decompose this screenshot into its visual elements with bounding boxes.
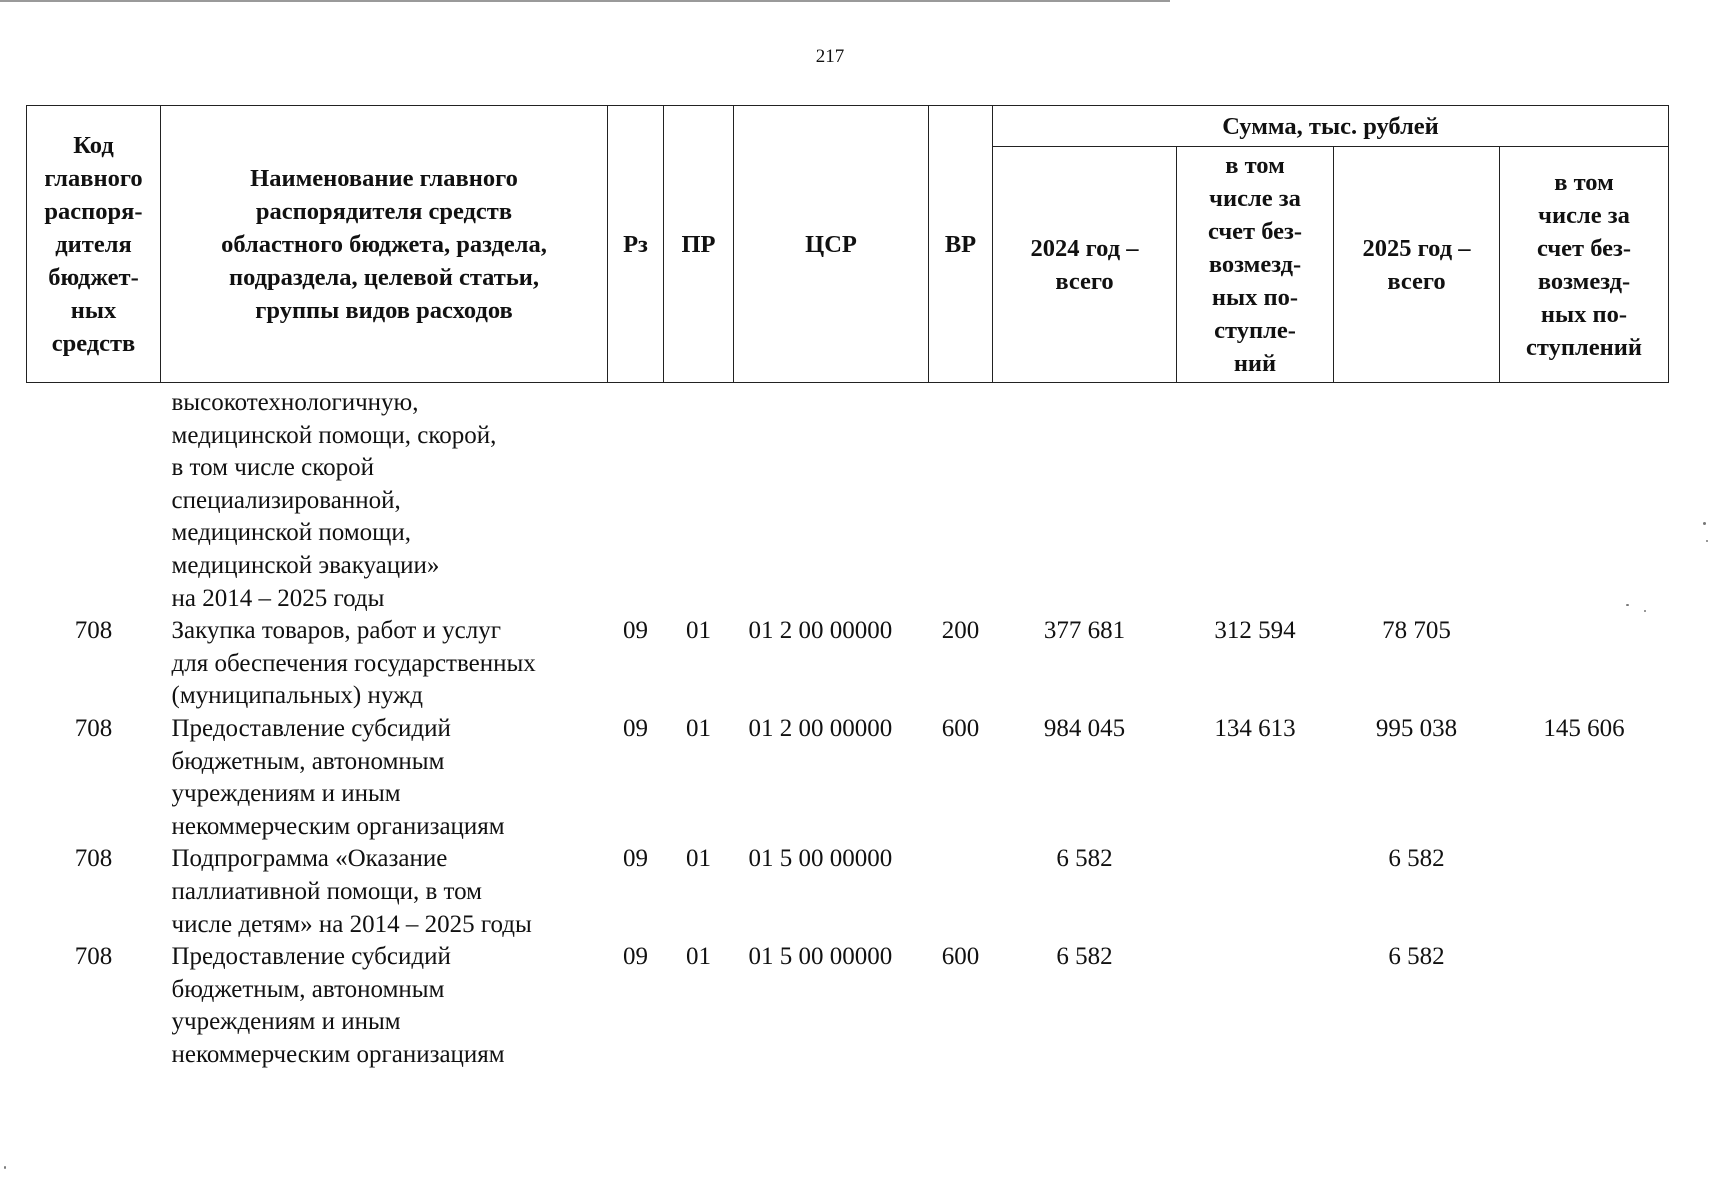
cell-name <box>161 713 608 843</box>
cell-rz <box>608 383 664 616</box>
budget-table <box>26 105 1669 1071</box>
header-line: в том <box>1225 152 1285 179</box>
cell-2024-total: 984 045 <box>1043 714 1126 742</box>
header-line: ступле- <box>1214 317 1296 344</box>
cell-csr: 01 5 00 00000 <box>748 845 893 873</box>
header-line: бюджет- <box>48 263 139 291</box>
scan-speck <box>1626 604 1629 606</box>
page-number: 217 <box>815 46 845 67</box>
name-line: Закупка товаров, работ и услуг <box>171 617 501 645</box>
cell-2024-total: 6 582 <box>1056 845 1113 873</box>
cell-2024-free: 312 594 <box>1214 617 1296 645</box>
table-row <box>27 843 1669 941</box>
cell-rz: 09 <box>623 617 648 645</box>
header-line: ний <box>1233 350 1277 377</box>
header-vr: ВР <box>929 106 993 383</box>
header-line: главного <box>44 164 143 192</box>
top-scan-rule <box>0 0 1170 2</box>
name-line: паллиативной помощи, в том <box>171 877 482 905</box>
header-line: дителя <box>55 230 132 258</box>
cell-csr: 01 5 00 00000 <box>748 943 893 971</box>
name-line: Предоставление субсидий <box>171 714 451 742</box>
name-line: некоммерческим организациям <box>171 1040 505 1068</box>
header-line: Наименование главного <box>250 164 518 192</box>
table-body <box>27 383 1669 1072</box>
cell-2024-free: 134 613 <box>1214 714 1296 742</box>
cell-name <box>161 615 608 713</box>
cell-pr <box>664 383 734 616</box>
scan-speck <box>4 1166 6 1169</box>
table-row <box>27 383 1669 616</box>
header-line: ных по- <box>1211 284 1299 311</box>
cell-csr: 01 2 00 00000 <box>748 617 893 645</box>
cell-pr: 01 <box>686 714 711 742</box>
header-name <box>161 106 608 383</box>
cell-2025-free <box>1500 615 1669 713</box>
header-line: возмезд- <box>1208 251 1302 278</box>
cell-2025-free: 145 606 <box>1543 714 1625 742</box>
name-line: учреждениям и иным <box>171 1008 401 1036</box>
cell-code: 708 <box>74 845 113 873</box>
name-line: медицинской эвакуации» <box>171 551 440 579</box>
cell-2025-total: 78 705 <box>1382 617 1451 645</box>
cell-2025-total: 6 582 <box>1388 943 1445 971</box>
cell-name <box>161 843 608 941</box>
cell-code: 708 <box>74 617 113 645</box>
name-line: числе детям» на 2014 – 2025 годы <box>171 910 532 938</box>
name-line: Подпрограмма «Оказание <box>171 845 448 873</box>
name-line: в том числе скорой <box>171 454 374 482</box>
header-line: всего <box>1055 267 1114 295</box>
cell-rz: 09 <box>623 845 648 873</box>
table-row <box>27 941 1669 1071</box>
cell-name <box>161 941 608 1071</box>
header-line: группы видов расходов <box>255 296 513 324</box>
header-line: числе за <box>1538 201 1630 229</box>
header-csr: ЦСР <box>734 106 929 383</box>
cell-vr <box>929 843 993 941</box>
name-line: некоммерческим организациям <box>171 812 505 840</box>
header-line: числе за <box>1209 185 1301 212</box>
header-2025-total <box>1334 147 1500 383</box>
cell-rz: 09 <box>623 943 648 971</box>
table-row <box>27 713 1669 843</box>
name-line: на 2014 – 2025 годы <box>171 584 385 612</box>
header-line: распорядителя средств <box>255 197 513 225</box>
header-code <box>27 106 161 383</box>
header-line: возмезд- <box>1537 267 1631 295</box>
cell-code <box>27 383 161 616</box>
cell-code: 708 <box>74 943 113 971</box>
header-2024-free <box>1177 147 1334 383</box>
scan-speck <box>1706 540 1708 542</box>
cell-name <box>161 383 608 616</box>
name-line: для обеспечения государственных <box>171 649 536 677</box>
header-line: счет без- <box>1207 218 1303 245</box>
table-row <box>27 615 1669 713</box>
cell-2025-total: 995 038 <box>1375 714 1458 742</box>
cell-2025-free <box>1500 383 1669 616</box>
header-line: распоря- <box>44 197 143 225</box>
name-line: бюджетным, автономным <box>171 747 445 775</box>
header-rz: Рз <box>608 106 664 383</box>
name-line: высокотехнологичную, <box>171 389 419 416</box>
cell-vr: 200 <box>941 617 980 645</box>
cell-2024-free <box>1177 383 1334 616</box>
cell-2024-total: 6 582 <box>1056 943 1113 971</box>
cell-vr <box>929 383 993 616</box>
cell-2024-free <box>1177 941 1334 1071</box>
cell-code: 708 <box>74 714 113 742</box>
cell-vr: 600 <box>941 714 980 742</box>
header-line: средств <box>51 329 136 357</box>
cell-rz: 09 <box>623 714 648 742</box>
header-line: ных по- <box>1540 300 1628 328</box>
header-line: счет без- <box>1536 234 1632 262</box>
cell-pr: 01 <box>686 943 711 971</box>
header-line: в том <box>1554 168 1614 196</box>
header-line: ступлений <box>1526 333 1642 361</box>
cell-2025-free <box>1500 843 1669 941</box>
header-line: Код <box>73 131 114 159</box>
header-line: 2024 год – <box>1030 234 1139 262</box>
cell-pr: 01 <box>686 617 711 645</box>
name-line: бюджетным, автономным <box>171 975 445 1003</box>
cell-2024-total <box>993 383 1177 616</box>
header-2025-free <box>1500 147 1669 383</box>
header-line: подраздела, целевой статьи, <box>228 263 540 291</box>
name-line: специализированной, <box>171 486 401 514</box>
header-pr: ПР <box>664 106 734 383</box>
cell-csr: 01 2 00 00000 <box>748 714 893 742</box>
cell-2025-total <box>1334 383 1500 616</box>
header-sum-group: Сумма, тыс. рублей <box>993 106 1669 147</box>
cell-csr <box>734 383 929 616</box>
cell-2025-total: 6 582 <box>1388 845 1445 873</box>
scan-speck <box>1644 610 1646 612</box>
table-header <box>27 106 1669 383</box>
cell-2024-total: 377 681 <box>1043 617 1126 645</box>
name-line: Предоставление субсидий <box>171 943 451 971</box>
name-line: медицинской помощи, скорой, <box>171 421 497 449</box>
header-line: областного бюджета, раздела, <box>221 230 547 258</box>
header-line: всего <box>1387 267 1446 295</box>
header-line: ных <box>70 296 117 324</box>
header-2024-total <box>993 147 1177 383</box>
cell-vr: 600 <box>941 943 980 971</box>
scan-speck <box>1703 522 1706 525</box>
cell-2024-free <box>1177 843 1334 941</box>
name-line: (муниципальных) нужд <box>171 682 424 710</box>
name-line: медицинской помощи, <box>171 519 412 547</box>
header-line: 2025 год – <box>1362 234 1471 262</box>
cell-2025-free <box>1500 941 1669 1071</box>
cell-pr: 01 <box>686 845 711 873</box>
name-line: учреждениям и иным <box>171 780 401 808</box>
